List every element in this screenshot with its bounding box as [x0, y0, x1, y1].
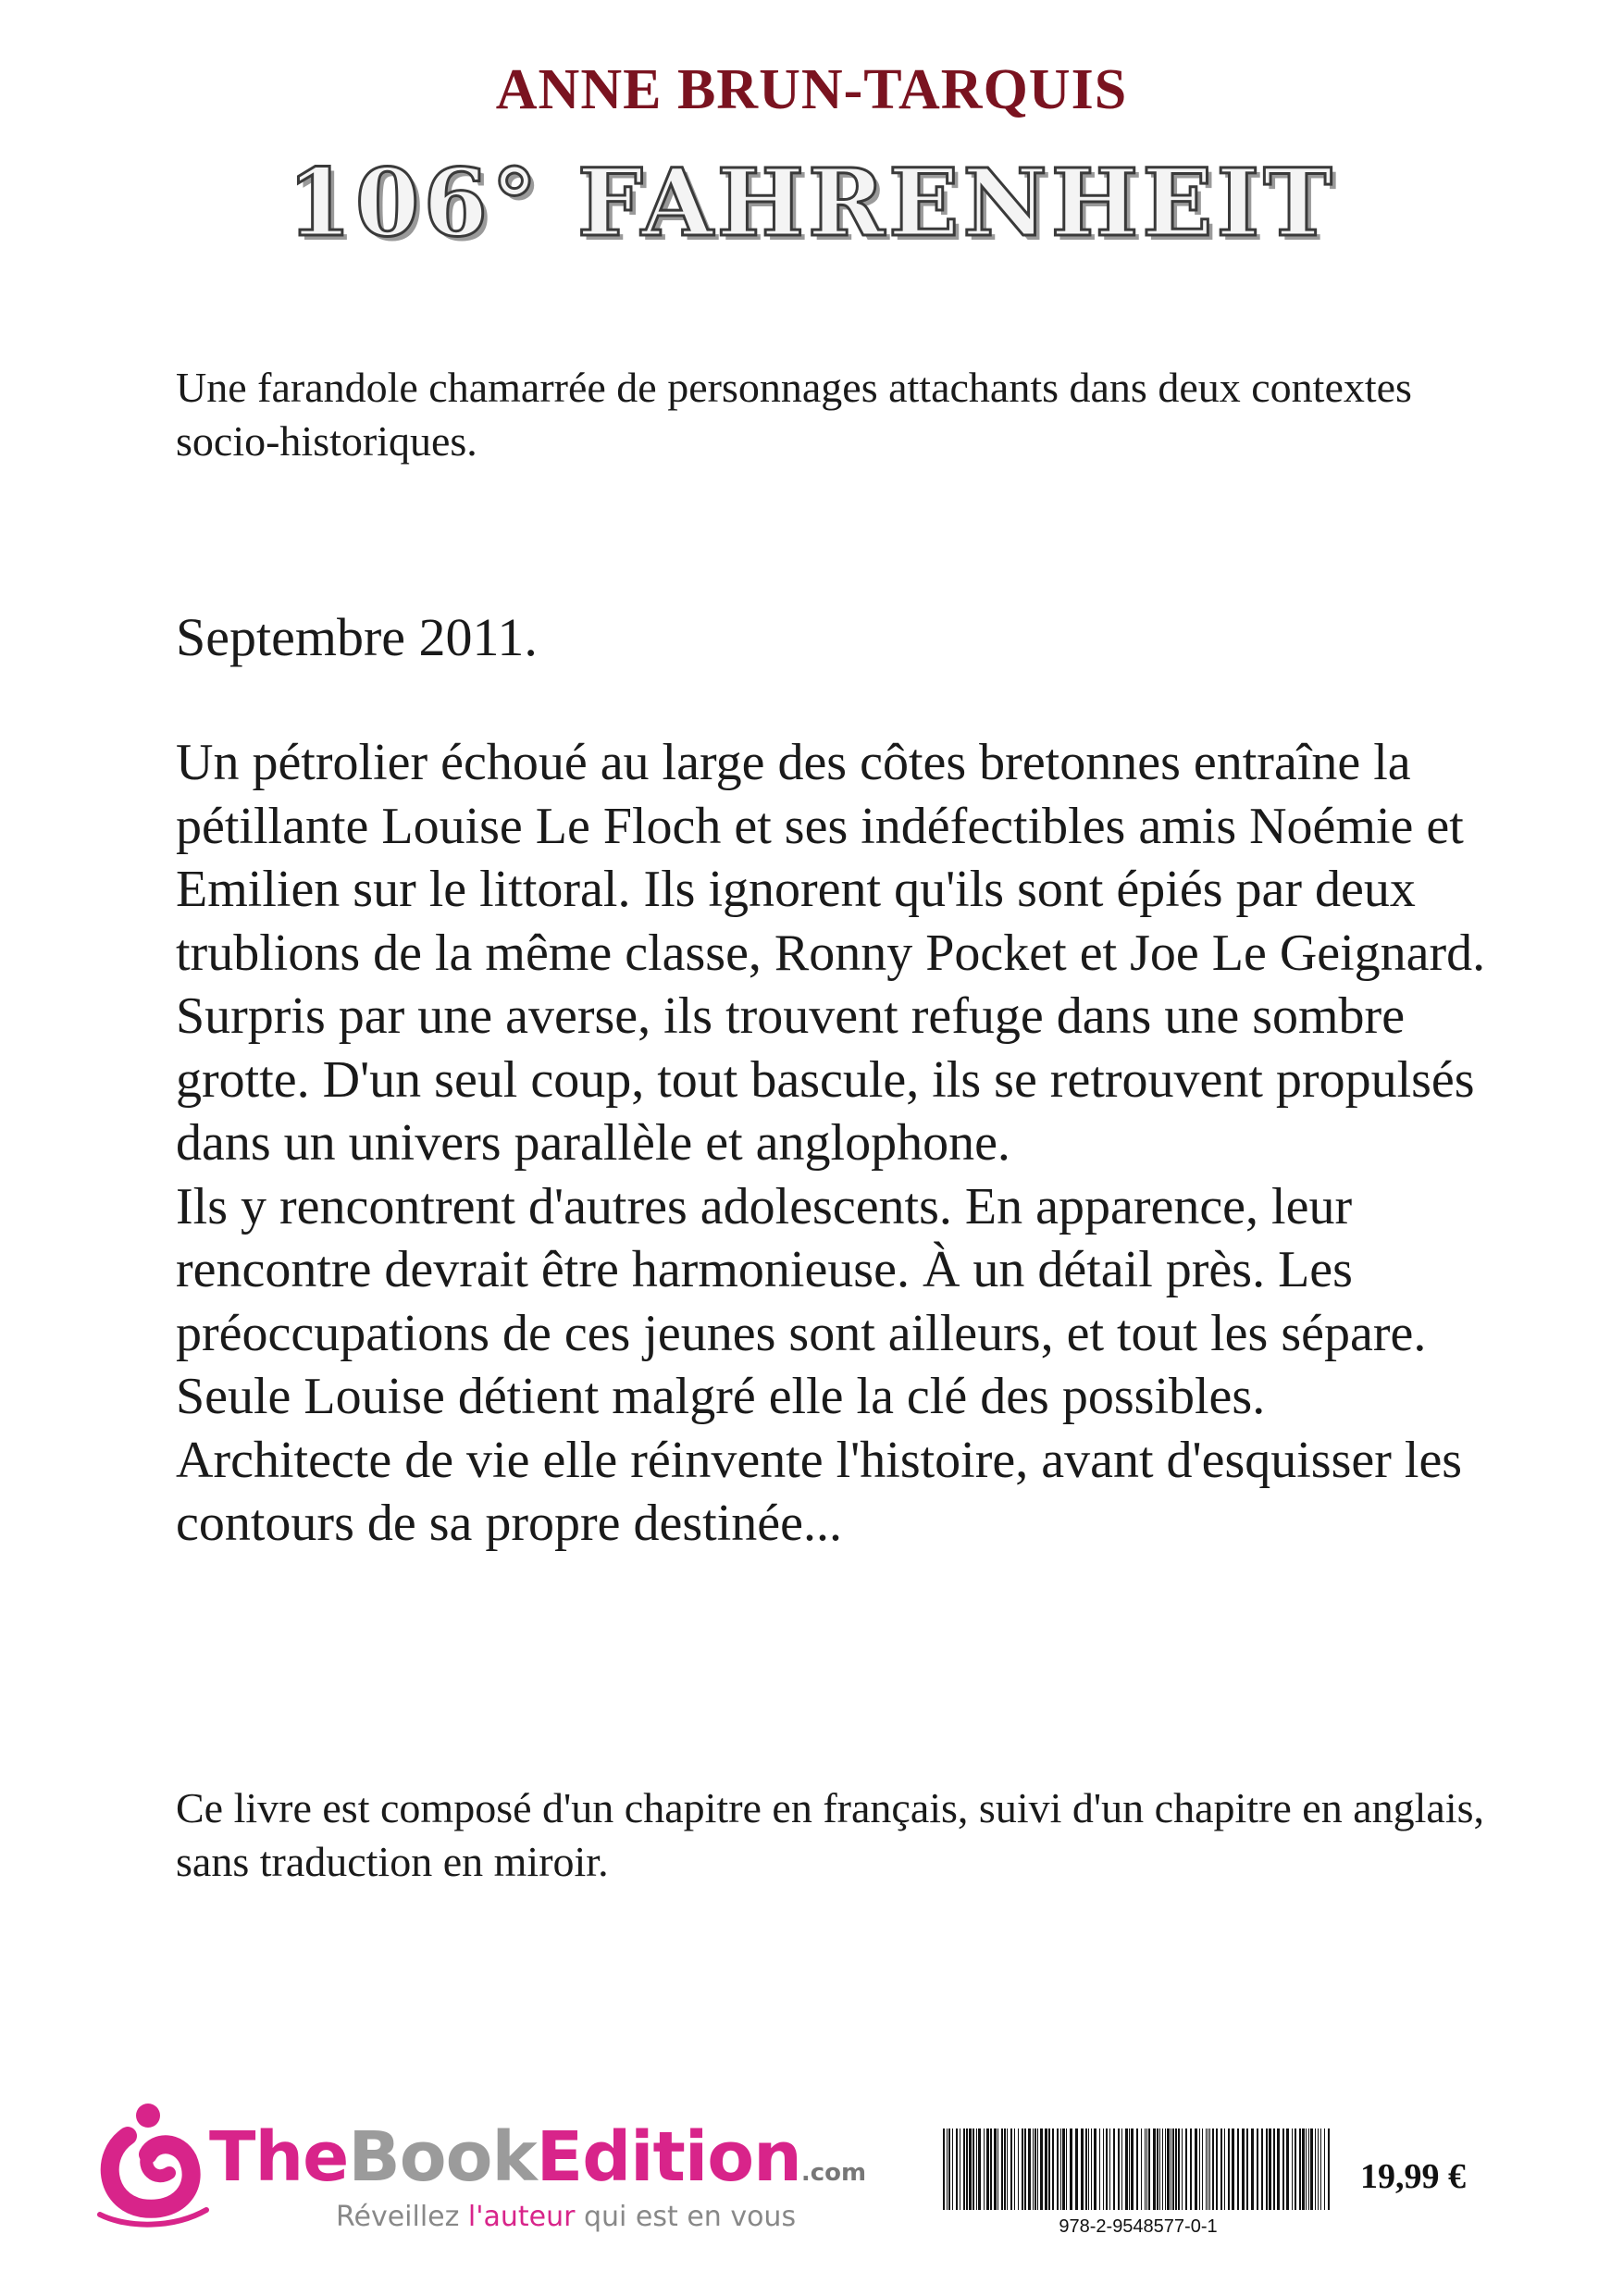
publisher-wordmark — [209, 2117, 866, 2197]
barcode — [939, 2128, 1337, 2240]
barcode-bars — [939, 2128, 1337, 2210]
slogan-end: qui est en vous — [575, 2201, 797, 2233]
publisher-name-book: Book — [348, 2117, 537, 2197]
language-note: Ce livre est composé d'un chapitre en français, suivi d'un chapitre en anglais, sans traduction en miroir. — [176, 1784, 1485, 1885]
book-title: 106° FAHRENHEIT — [287, 148, 1336, 257]
author-name: ANNE BRUN-TARQUIS — [495, 58, 1128, 121]
publisher-logo — [91, 2099, 867, 2247]
publisher-swirl-icon — [91, 2099, 211, 2238]
price: 19,99 € — [1360, 2157, 1466, 2196]
tagline: Une farandole chamarrée de personnages attachants dans deux contextes socio-historiques. — [176, 364, 1412, 465]
synopsis — [176, 731, 1490, 1556]
publisher-slogan — [336, 2201, 796, 2233]
date-line: Septembre 2011. — [176, 607, 538, 667]
publisher-name-edition: Edition — [536, 2117, 801, 2197]
publisher-domain: .com — [800, 2159, 867, 2187]
synopsis-paragraph-2: Ils y rencontrent d'autres adolescents. En apparence, leur rencontre devrait être harmonieuse. À un détail près. Les préoccupations de ces jeunes sont ailleurs, et tout les sépare. Seule Louise détient malgré elle la clé des possibles. Architecte de vie elle réinvente l'histoire, avant d'esquisser les contours de sa propre destinée... — [176, 1177, 1463, 1552]
slogan-start: Réveillez — [336, 2201, 468, 2233]
isbn-number: 978-2-9548577-0-1 — [1059, 2216, 1218, 2237]
publisher-name-the: The — [209, 2117, 349, 2197]
slogan-highlight: l'auteur — [467, 2201, 576, 2233]
synopsis-paragraph-1: Un pétrolier échoué au large des côtes bretonnes entraîne la pétillante Louise Le Floch et ses indéfectibles amis Noémie et Emilien sur le littoral. Ils ignorent qu'ils sont épiés par deux trublions de la même classe, Ronny Pocket et Joe Le Geignard. Surpris par une averse, ils trouvent refuge dans une sombre grotte. D'un seul coup, tout bascule, ils se retrouvent propulsés dans un univers parallèle et anglophone. — [176, 734, 1486, 1172]
